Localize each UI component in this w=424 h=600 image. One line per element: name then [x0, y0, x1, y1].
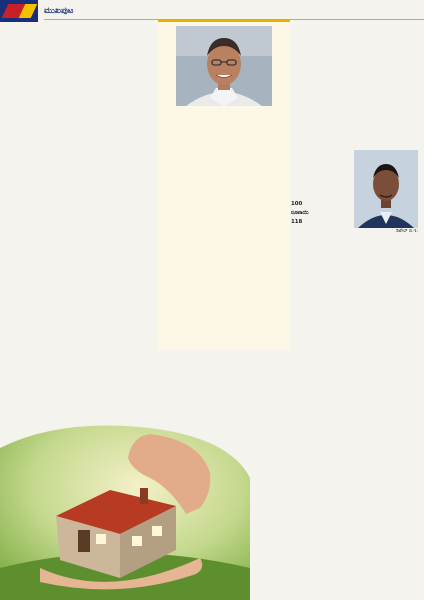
left-column	[12, 30, 145, 470]
right-column	[291, 20, 419, 600]
portrait-photo-1	[176, 26, 272, 106]
publication-logo-icon	[0, 0, 38, 22]
callout-line: 118	[291, 219, 303, 225]
rupee-callouts	[291, 200, 353, 227]
callout-line: ರೂಪಾಯಿ	[291, 210, 309, 216]
section-title: ಮುಖಪುಟ	[44, 6, 74, 16]
sidebar-box-text	[164, 112, 294, 348]
portrait-photo-2	[354, 150, 418, 228]
house-in-hand-illustration	[0, 418, 250, 600]
callout-line: 100	[291, 201, 303, 207]
photo2-caption: ರಿಟೇಲ್ ಬಿ.ಇ.	[396, 229, 418, 234]
